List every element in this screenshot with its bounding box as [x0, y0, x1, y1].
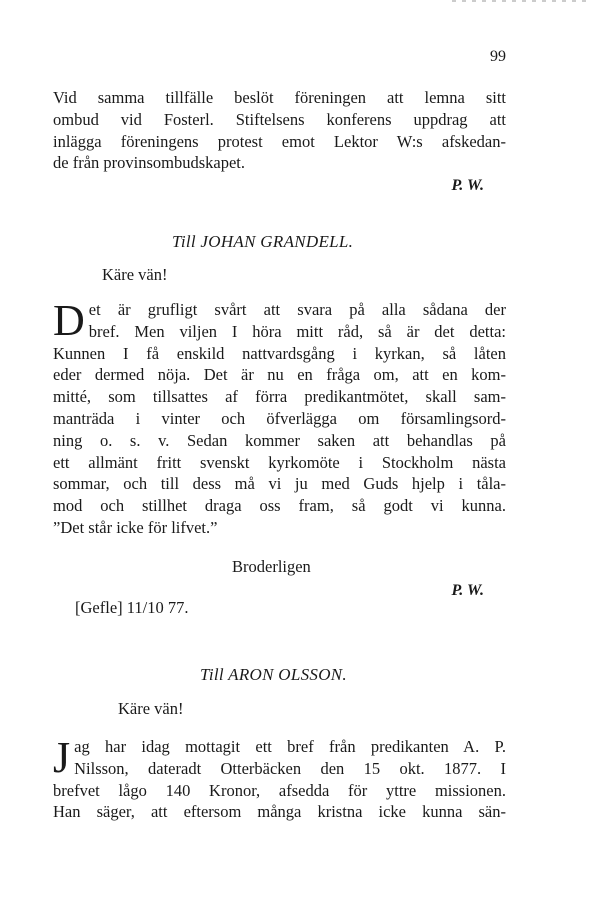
letter-greeting: Käre vän!: [118, 699, 184, 718]
text-line: et är grufligt svårt att svara på alla sådana der: [88, 300, 506, 319]
drop-cap: D: [53, 296, 85, 345]
letter-closing: Broderligen: [232, 557, 311, 576]
text-line: brefvet lågo 140 Kronor, afsedda för yttre missionen.: [53, 780, 506, 800]
letter-date: [Gefle] 11/10 77.: [75, 598, 189, 617]
letter-body: [53, 296, 506, 539]
letter-heading: Till JOHAN GRANDELL.: [172, 232, 354, 251]
text-line: Vid samma tillfälle beslöt föreningen att lemna sitt: [53, 88, 506, 107]
text-line: Kunnen I få enskild nattvardsgång i kyrkan, så låten: [53, 343, 506, 363]
text-line: ombud vid Fosterl. Stiftelsens konferens uppdrag att: [53, 109, 506, 129]
text-line: Han säger, att eftersom många kristna icke kunna sän-: [53, 802, 506, 822]
paragraph-intro: [53, 87, 506, 174]
letter-heading: Till ARON OLSSON.: [200, 665, 347, 684]
page-number: 99: [490, 48, 506, 65]
text-line: mod och stillhet draga oss fram, så godt vi kunna.: [53, 496, 506, 516]
letter-body: [53, 733, 506, 823]
signature-initials: P. W.: [451, 177, 484, 194]
text-line: ”Det står icke för lifvet.”: [53, 517, 218, 537]
letter-greeting: Käre vän!: [102, 265, 168, 284]
drop-cap: J: [53, 733, 71, 782]
text-line: Nilsson, dateradt Otterbäcken den 15 okt. 1877. I: [74, 758, 506, 778]
scan-edge-mark: [442, 0, 592, 4]
text-line: sommar, och till dess må vi ju med Guds hjelp i tåla-: [53, 474, 506, 494]
text-line: manträda i vinter och öfverlägga om församlingsord-: [53, 408, 506, 428]
text-line: ning o. s. v. Sedan kommer saken att behandlas på: [53, 430, 506, 450]
text-line: de från provinsombudskapet.: [53, 153, 245, 173]
text-line: bref. Men viljen I höra mitt råd, så är det detta:: [88, 321, 506, 341]
text-line: ag har idag mottagit ett bref från predikanten A. P.: [74, 737, 506, 756]
text-line: mitté, som tillsattes af förra predikantmötet, skall sam-: [53, 387, 506, 407]
text-line: ett allmänt fritt svenskt kyrkomöte i Stockholm nästa: [53, 452, 506, 472]
text-line: eder dermed nöja. Det är nu en fråga om, att en kom-: [53, 365, 506, 385]
signature-initials: P. W.: [451, 582, 484, 599]
text-line: inlägga föreningens protest emot Lektor W:s afskedan-: [53, 131, 506, 151]
